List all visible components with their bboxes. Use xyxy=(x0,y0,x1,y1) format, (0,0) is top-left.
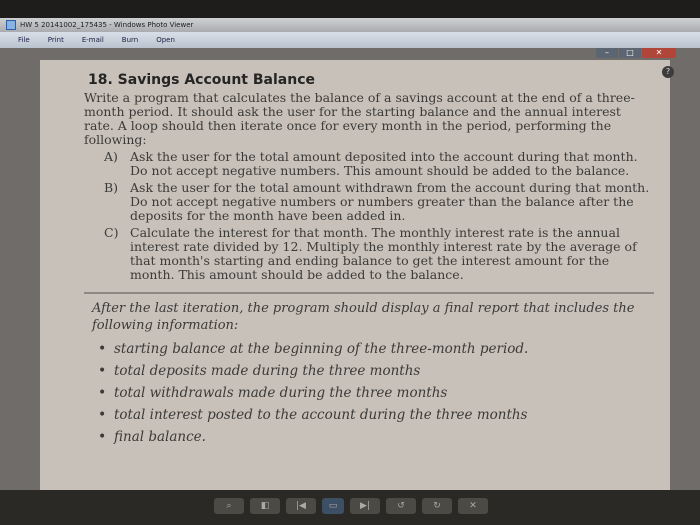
intro-paragraph: Write a program that calculates the balance of a savings account at the end of a three-month period. It should ask the user for the starting balance and the annual interest rate. A loop should then iterate once for every month in the period, performing the following: xyxy=(84,90,635,147)
step-text: Ask the user for the total amount withdrawn from the account during that month. Do not accept negative numbers or numbers greater than the balance after the deposits for the month have been added in. xyxy=(130,180,650,223)
menu-open[interactable]: Open xyxy=(156,36,175,44)
playback-controls xyxy=(0,490,700,525)
menu-email[interactable]: E-mail xyxy=(81,36,104,44)
list-item: • starting balance at the beginning of the three-month period. xyxy=(92,338,654,360)
delete-icon[interactable]: ✕ xyxy=(458,498,488,514)
window-title: HW 5 20141002_175435 - Windows Photo Viewer xyxy=(20,21,194,29)
list-item: • total interest posted to the account during the three months xyxy=(92,404,654,426)
step-label: C) xyxy=(104,225,119,240)
list-item: • total deposits made during the three months xyxy=(92,360,654,382)
step-text: Calculate the interest for that month. The monthly interest rate is the annual interest rate divided by 12. Multiply the monthly interest rate by the average of that month's starting and ending balance to get the interest amount for the month. This amount should be added to the balance. xyxy=(130,225,637,282)
actual-size-icon[interactable]: ◧ xyxy=(250,498,280,514)
previous-icon[interactable]: |◀ xyxy=(286,498,316,514)
next-icon[interactable]: ▶| xyxy=(350,498,380,514)
step-b xyxy=(104,181,654,223)
menu-file[interactable]: File xyxy=(18,36,30,44)
after-iteration-paragraph xyxy=(84,292,654,456)
step-label: A) xyxy=(104,149,118,164)
photo-viewer-icon xyxy=(6,20,16,30)
exercise-heading: 18. Savings Account Balance xyxy=(88,72,316,88)
maximize-button[interactable]: □ xyxy=(619,48,641,58)
report-items-list xyxy=(92,338,654,448)
rotate-right-icon[interactable]: ↻ xyxy=(422,498,452,514)
help-icon[interactable]: ? xyxy=(662,66,674,78)
menu-burn[interactable]: Burn xyxy=(121,36,139,44)
list-item: • total withdrawals made during the three months xyxy=(92,382,654,404)
after-text: After the last iteration, the program should display a final report that includes the following information: xyxy=(92,301,635,333)
slideshow-icon[interactable]: ▭ xyxy=(322,498,344,514)
list-item: • final balance. xyxy=(92,426,654,448)
title-bar xyxy=(0,18,700,32)
step-c xyxy=(104,226,654,282)
rotate-left-icon[interactable]: ↺ xyxy=(386,498,416,514)
menu-bar xyxy=(0,32,700,48)
step-a xyxy=(104,150,654,178)
close-button[interactable]: ✕ xyxy=(642,48,676,58)
menu-print[interactable]: Print xyxy=(47,36,64,44)
minimize-button[interactable]: – xyxy=(596,48,618,58)
window-buttons xyxy=(595,48,676,58)
step-label: B) xyxy=(104,180,119,195)
zoom-icon[interactable]: ⌕ xyxy=(214,498,244,514)
document-image xyxy=(40,60,670,490)
step-text: Ask the user for the total amount deposited into the account during that month. Do not accept negative numbers. This amount should be added to the balance. xyxy=(130,149,638,178)
